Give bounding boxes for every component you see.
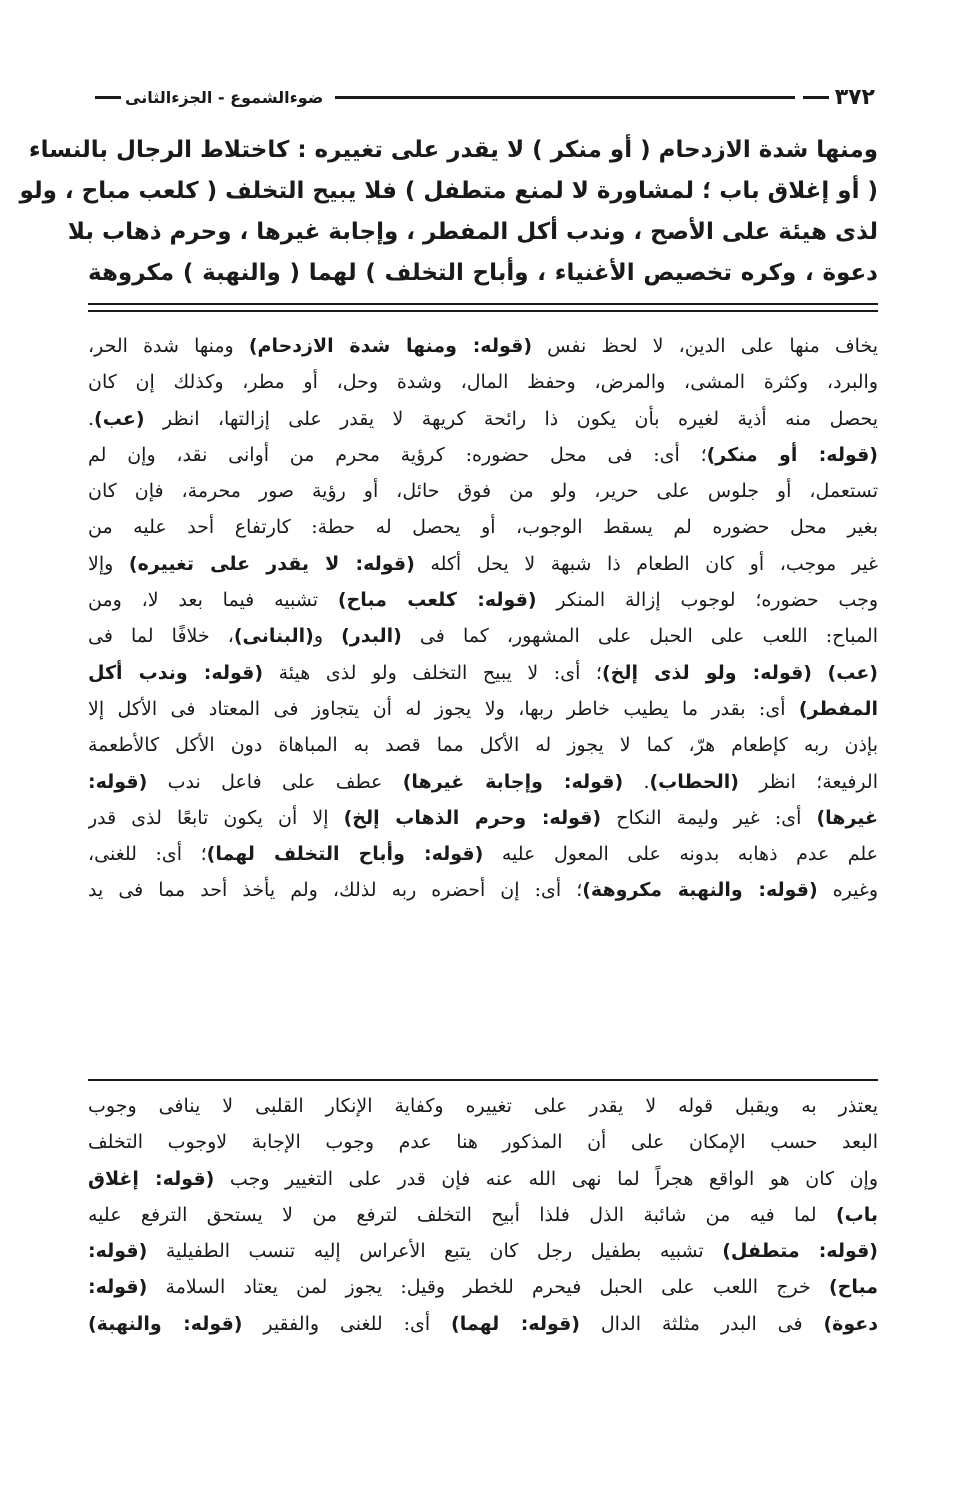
commentary-segment: يحصل منه أذية لغيره بأن يكون ذا رائحة كريهة لا يقدر على إزالتها، انظر — [144, 407, 878, 430]
commentary-segment: أى: غير وليمة النكاح — [601, 806, 817, 829]
bold-quote: (قوله: والنهبة) — [88, 1312, 243, 1335]
commentary-segment: و — [313, 625, 342, 648]
bold-quote: (عب) — [94, 407, 145, 430]
bold-quote: (قوله: لا يقدر على تغييره) — [128, 552, 415, 575]
commentary-segment: علم عدم ذهابه بدونه على المعول عليه — [483, 843, 878, 866]
secondary-commentary-line — [88, 1124, 878, 1160]
commentary-line — [88, 836, 878, 872]
header-rule — [335, 96, 794, 99]
commentary-line — [88, 401, 878, 437]
running-title: ضوءالشموع - الجزءالثانى — [125, 87, 324, 107]
commentary-segment: بغير محل حضوره لم يسقط الوجوب، أو يحصل له حطة: كارتفاع أحد عليه من — [88, 516, 878, 539]
main-line: ومنها شدة الازدحام ( أو منكر ) لا يقدر على تغييره : كاختلاط الرجال بالنساء — [28, 137, 878, 163]
commentary-line — [88, 364, 878, 400]
commentary-segment: تشبيه فيما بعد لا، ومن — [88, 589, 338, 612]
main-text — [19, 130, 878, 294]
commentary-segment: ، خلافًا لما فى — [88, 625, 234, 648]
bold-quote: باب) — [835, 1203, 878, 1226]
bold-quote: (عب) — [827, 661, 878, 684]
commentary-segment: تشبيه بطفيل رجل كان يتبع الأعراس إليه تنسب الطفيلية — [147, 1240, 723, 1263]
bold-quote: (قوله: إغلاق — [88, 1167, 215, 1190]
bold-quote: (قوله: — [88, 1240, 148, 1263]
commentary-line — [88, 582, 878, 618]
commentary-segment: البعد حسب الإمكان على أن المذكور هنا عدم وجوب الإجابة لاوجوب التخلف — [88, 1131, 878, 1154]
header-dash — [95, 96, 121, 99]
commentary-segment: فى البدر مثلثة الدال — [580, 1312, 824, 1335]
commentary-segment: ومنها شدة الحر، — [88, 335, 249, 357]
commentary-segment: إلا أن يكون تابعًا لذى قدر — [88, 806, 344, 829]
header-dash — [803, 96, 829, 99]
bold-quote: (قوله: وحرم الذهاب إلخ) — [343, 806, 602, 829]
bold-quote: (الحطاب) — [649, 770, 739, 793]
commentary-segment: ؛ أى: إن أحضره ربه لذلك، ولم يأخذ أحد مما فى يد — [88, 879, 583, 902]
bold-quote: (البنانى) — [233, 625, 314, 648]
bold-quote: (البدر) — [341, 625, 402, 648]
commentary-line — [88, 437, 878, 473]
main-line: ( أو إغلاق باب ؛ لمشاورة لا لمنع متطفل ) فلا يبيح التخلف ( كلعب مباح ، ولو — [19, 178, 878, 204]
commentary-segment: . — [623, 770, 650, 793]
commentary-line — [88, 872, 878, 908]
commentary-segment: أى: للغنى والفقير — [242, 1312, 452, 1335]
bold-quote: (قوله: — [88, 1276, 148, 1299]
commentary-segment: غير موجب، أو كان الطعام ذا شبهة لا يحل أكله — [414, 552, 878, 575]
commentary-segment: وجب حضوره؛ لوجوب إزالة المنكر — [536, 589, 878, 612]
commentary-line — [88, 473, 878, 509]
commentary-segment: تستعمل، أو جلوس على حرير، ولو من فوق حائل، أو رؤية صور محرمة، فإن كان — [88, 480, 878, 503]
secondary-commentary-line — [88, 1088, 878, 1124]
commentary-segment: خرج اللعب على الحبل فيحرم للخطر وقيل: يجوز لمن يعتاد السلامة — [147, 1276, 829, 1299]
bold-quote: مباح) — [828, 1276, 878, 1299]
bold-quote: (قوله: وأباح التخلف لهما) — [206, 843, 484, 866]
commentary-segment: يخاف منها على الدين، لا لحظ نفس — [532, 335, 878, 357]
secondary-commentary-line — [88, 1197, 878, 1233]
commentary-line — [88, 328, 878, 364]
commentary-segment: الرفيعة؛ انظر — [738, 770, 878, 793]
commentary-line — [88, 655, 878, 691]
bold-quote: دعوة) — [823, 1312, 878, 1335]
commentary-line — [88, 618, 878, 654]
secondary-commentary-line — [88, 1306, 878, 1342]
commentary-segment: لما فيه من شائبة الذل فلذا أبيح التخلف لترفع من لا يستحق الترفع عليه — [88, 1203, 836, 1226]
bold-quote: غيرها) — [816, 806, 878, 829]
commentary-segment: بإذن ربه كإطعام هرّ، كما لا يجوز له الأكل مما قصد به المباهاة دون الأكل كالأطعمة — [88, 734, 878, 757]
bold-quote: (قوله: ولو لذى إلخ) — [601, 661, 812, 684]
running-header — [95, 82, 875, 112]
bold-quote: المفطر) — [798, 697, 878, 720]
commentary-segment: . — [88, 407, 95, 430]
commentary-segment: ؛ أى: للغنى، — [88, 843, 207, 866]
commentary-segment: والبرد، وكثرة المشى، والمرض، وحفظ المال، وشدة وحل، أو مطر، وكذلك إن كان — [88, 371, 878, 394]
commentary-segment: وإلا — [88, 552, 129, 575]
footnote-rule — [88, 1079, 878, 1081]
secondary-commentary-text — [88, 1088, 878, 1342]
bold-quote: (قوله: ومنها شدة الازدحام) — [248, 335, 533, 357]
bold-quote: (قوله: كلعب مباح) — [337, 589, 537, 612]
secondary-commentary-line — [88, 1161, 878, 1197]
secondary-commentary-line — [88, 1233, 878, 1269]
secondary-commentary-line — [88, 1269, 878, 1305]
bold-quote: (قوله: لهما) — [451, 1312, 580, 1335]
bold-quote: (قوله: — [88, 770, 148, 793]
commentary-segment — [812, 662, 828, 684]
bold-quote: (قوله: وندب أكل — [88, 661, 264, 684]
commentary-segment: عطف على فاعل ندب — [147, 770, 403, 793]
commentary-line — [88, 546, 878, 582]
commentary-line — [88, 727, 878, 763]
page-number: ٣٧٢ — [834, 84, 875, 110]
commentary-segment: المباح: اللعب على الحبل على المشهور، كما فى — [401, 625, 878, 648]
commentary-text — [88, 328, 878, 909]
commentary-line — [88, 800, 878, 836]
commentary-segment: أى: بقدر ما يطيب خاطر ربها، ولا يجوز له أن يتجاوز فى المعتاد فى الأكل إلا — [88, 697, 799, 720]
commentary-segment: ؛ أى: لا يبيح التخلف ولو لذى هيئة — [263, 661, 602, 684]
bold-quote: (قوله: والنهبة مكروهة) — [582, 879, 818, 902]
commentary-line — [88, 691, 878, 727]
commentary-line — [88, 509, 878, 545]
commentary-segment: وغيره — [817, 879, 878, 902]
main-line: دعوة ، وكره تخصيص الأغنياء ، وأباح التخلف ) لهما ( والنهبة ) مكروهة — [88, 260, 878, 286]
bold-quote: (قوله: متطفل) — [722, 1240, 878, 1263]
separator-rule — [88, 303, 878, 305]
commentary-segment: ؛ أى: فى محل حضوره: كرؤية محرم من أوانى نقد، وإن لم — [88, 443, 707, 466]
commentary-line — [88, 764, 878, 800]
bold-quote: (قوله: أو منكر) — [706, 443, 878, 466]
commentary-segment: وإن كان هو الواقع هجراً لما نهى الله عنه فإن قدر على التغيير وجب — [214, 1167, 878, 1190]
bold-quote: (قوله: وإجابة غيرها) — [402, 770, 624, 793]
commentary-segment: يعتذر به ويقبل قوله لا يقدر على تغييره وكفاية الإنكار القلبى لا ينافى وجوب — [88, 1095, 878, 1117]
main-line: لذى هيئة على الأصح ، وندب أكل المفطر ، وإجابة غيرها ، وحرم ذهاب بلا — [67, 219, 878, 245]
separator-rule — [88, 310, 878, 312]
